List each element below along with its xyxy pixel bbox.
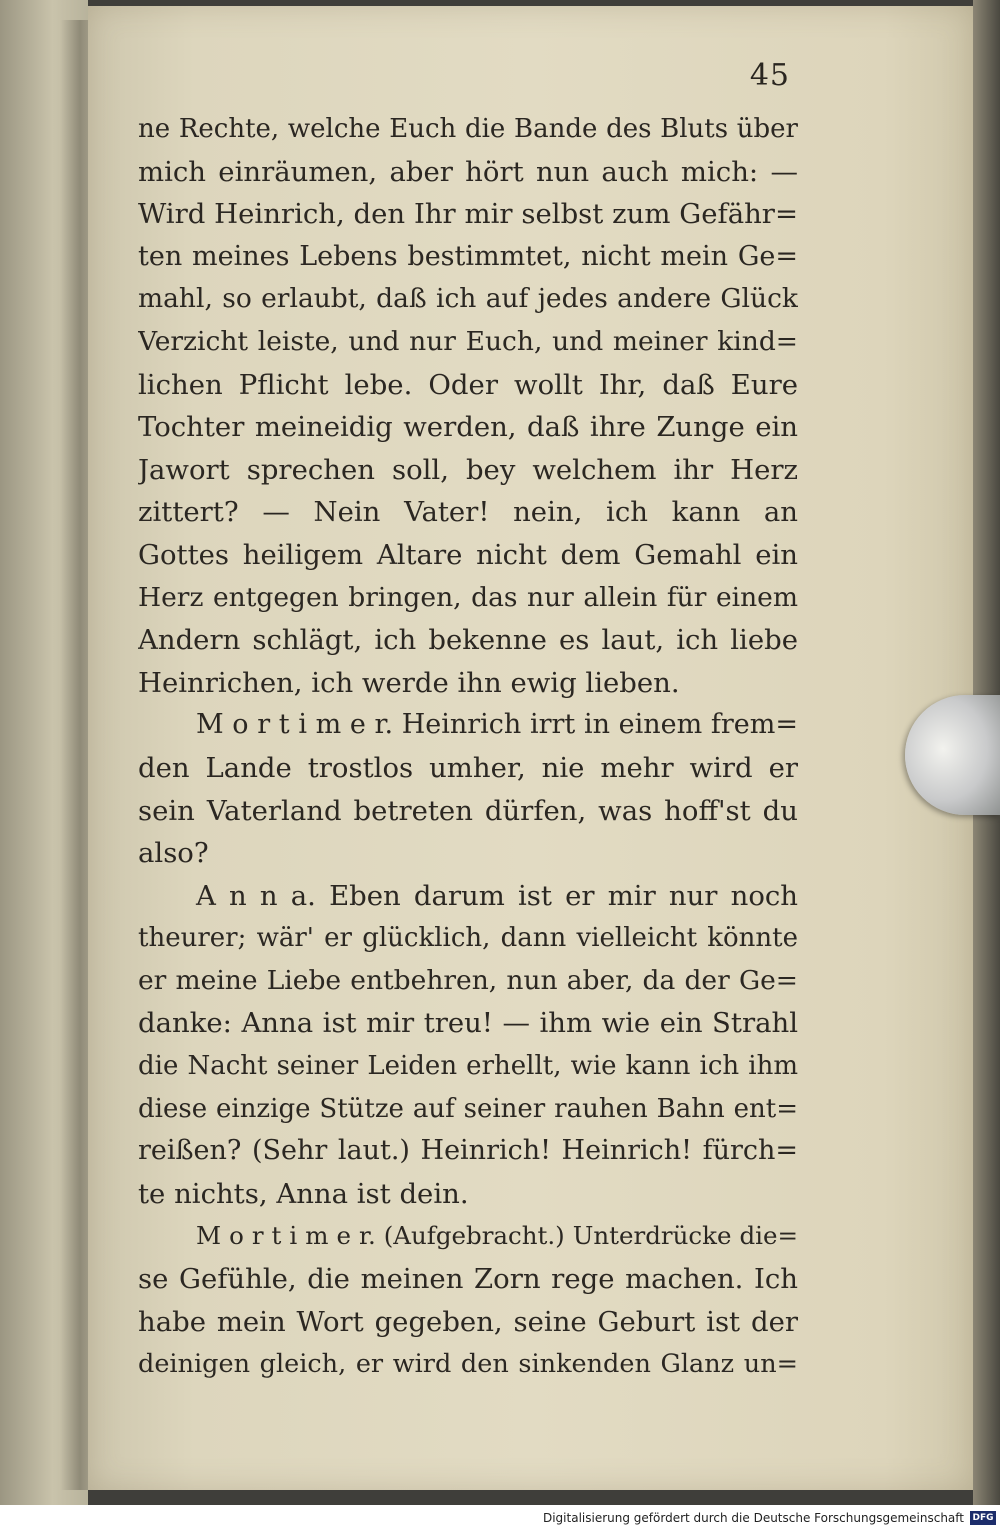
text-line: ne Rechte, welche Euch die Bande des Bluts über bbox=[138, 114, 798, 144]
footer-bar bbox=[0, 1505, 1000, 1530]
funding-credit: Digitalisierung gefördert durch die Deutsche Forschungsgemeinschaft bbox=[542, 1511, 964, 1525]
text-line: Jawort sprechen soll, bey welchem ihr Herz bbox=[138, 453, 798, 486]
text-line: mich einräumen, aber hört nun auch mich: — bbox=[138, 155, 798, 188]
text-line: M o r t i m e r. Heinrich irrt in einem frem= bbox=[196, 709, 798, 741]
text-line: te nichts, Anna ist dein. bbox=[138, 1177, 469, 1210]
text-line: danke: Anna ist mir treu! — ihm wie ein Strahl bbox=[138, 1007, 798, 1040]
text-line: Herz entgegen bringen, das nur allein für einem bbox=[138, 581, 798, 613]
text-line: also? bbox=[138, 837, 209, 870]
page-text bbox=[138, 108, 798, 1386]
text-line: Gottes heiligem Altare nicht dem Gemahl ein bbox=[138, 538, 798, 571]
text-line: M o r t i m e r. (Aufgebracht.) Unterdrücke die= bbox=[196, 1221, 798, 1251]
text-line: habe mein Wort gegeben, seine Geburt ist der bbox=[138, 1305, 798, 1338]
text-line: Wird Heinrich, den Ihr mir selbst zum Gefähr= bbox=[138, 198, 798, 231]
text-line: Tochter meineidig werden, daß ihre Zunge ein bbox=[138, 411, 798, 444]
text-line: A n n a. Eben darum ist er mir nur noch bbox=[196, 879, 798, 912]
text-line: sein Vaterland betreten dürfen, was hoff'st du bbox=[138, 794, 798, 827]
text-line: mahl, so erlaubt, daß ich auf jedes andere Glück bbox=[138, 283, 798, 315]
text-line: zittert? — Nein Vater! nein, ich kann an bbox=[138, 496, 798, 529]
text-line: lichen Pflicht lebe. Oder wollt Ihr, daß Eure bbox=[138, 368, 798, 401]
text-line: Heinrichen, ich werde ihn ewig lieben. bbox=[138, 666, 680, 699]
text-line: deinigen gleich, er wird den sinkenden Glanz un= bbox=[138, 1349, 798, 1380]
text-line: Andern schlägt, ich bekenne es laut, ich liebe bbox=[138, 624, 798, 657]
text-line: diese einzige Stütze auf seiner rauhen Bahn ent= bbox=[138, 1093, 798, 1124]
text-line: theurer; wär' er glücklich, dann vielleicht könnte bbox=[138, 923, 798, 954]
text-line: ten meines Lebens bestimmtet, nicht mein Ge= bbox=[138, 240, 798, 272]
text-line: die Nacht seiner Leiden erhellt, wie kann ich ihm bbox=[138, 1051, 798, 1082]
text-line: reißen? (Sehr laut.) Heinrich! Heinrich! fürch= bbox=[138, 1135, 798, 1167]
text-line: Verzicht leiste, und nur Euch, und meiner kind= bbox=[138, 325, 798, 357]
text-line: se Gefühle, die meinen Zorn rege machen. Ich bbox=[138, 1263, 798, 1296]
page-number: 45 bbox=[749, 58, 790, 93]
text-line: den Lande trostlos umher, nie mehr wird er bbox=[138, 751, 798, 784]
text-line: er meine Liebe entbehren, nun aber, da der Ge= bbox=[138, 964, 798, 996]
dfg-logo: DFG bbox=[970, 1511, 996, 1525]
